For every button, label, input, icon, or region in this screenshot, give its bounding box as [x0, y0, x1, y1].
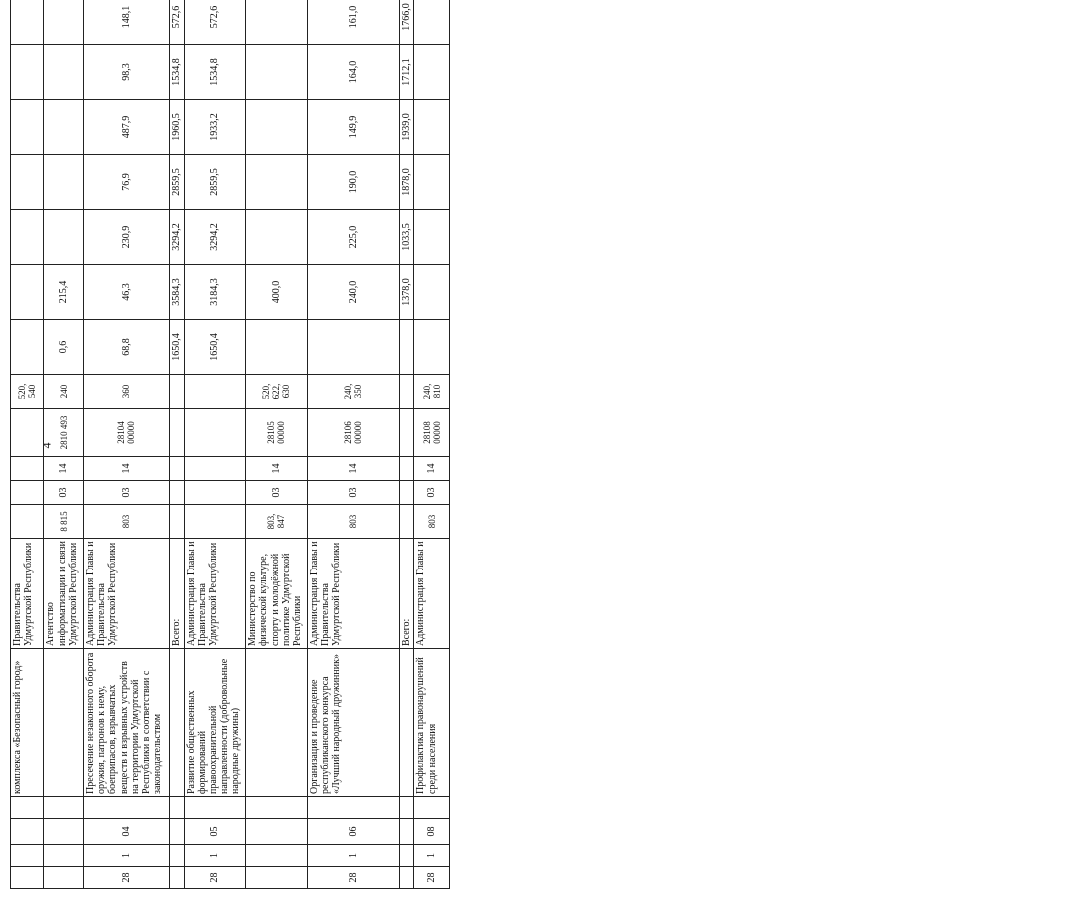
cell-cs	[169, 409, 184, 457]
cell-gp	[399, 867, 414, 889]
cell-rz: 03	[246, 481, 308, 505]
table-row	[84, 0, 170, 889]
cell-year-2: 215,4	[44, 265, 84, 320]
cell-year-1	[399, 320, 414, 375]
cell-pp: 1	[184, 845, 246, 867]
cell-om: 06	[307, 819, 399, 845]
cell-gp: 28	[414, 867, 450, 889]
table-row	[246, 0, 308, 889]
cell-name: Пресечение незаконного оборота оружия, патронов к нему, боеприпасов, взрывчатых веществ и взрывных устройств на территории Удмуртской Республики в соответствии с законодательством	[84, 649, 170, 797]
cell-year-5	[11, 100, 44, 155]
cell-pr: 14	[246, 457, 308, 481]
cell-name	[399, 649, 414, 797]
cell-vr: 360	[84, 375, 170, 409]
cell-m	[84, 797, 170, 819]
cell-pp: 1	[84, 845, 170, 867]
cell-gp	[246, 867, 308, 889]
cell-year-5	[246, 100, 308, 155]
cell-name: Профилактика правонарушений среди населения	[414, 649, 450, 797]
table-row	[44, 0, 84, 889]
cell-year-7	[11, 0, 44, 45]
cell-m	[307, 797, 399, 819]
cell-year-7	[414, 0, 450, 45]
cell-year-5: 149,9	[307, 100, 399, 155]
cell-vr: 520, 540	[11, 375, 44, 409]
cell-year-7: 572,6	[169, 0, 184, 45]
cell-year-7: 148,1	[84, 0, 170, 45]
cell-name: Организация и проведение республиканского конкурса «Лучший народный дружинник»	[307, 649, 399, 797]
cell-gp: 28	[307, 867, 399, 889]
cell-gp	[169, 867, 184, 889]
cell-om: 04	[84, 819, 170, 845]
cell-year-1	[11, 320, 44, 375]
cell-m	[184, 797, 246, 819]
cell-pr	[184, 457, 246, 481]
cell-vr: 240	[44, 375, 84, 409]
cell-year-2: 3584,3	[169, 265, 184, 320]
cell-year-4	[44, 155, 84, 210]
cell-rz: 03	[44, 481, 84, 505]
cell-name	[246, 649, 308, 797]
cell-year-3	[11, 210, 44, 265]
cell-year-1: 1650,4	[184, 320, 246, 375]
cell-grbs	[184, 505, 246, 539]
cell-year-6	[414, 45, 450, 100]
cell-grbs	[169, 505, 184, 539]
cell-pp: 1	[307, 845, 399, 867]
cell-exec: Всего:	[169, 539, 184, 649]
cell-grbs: 803	[84, 505, 170, 539]
table-row	[307, 0, 399, 889]
cell-pr: 14	[307, 457, 399, 481]
cell-cs	[184, 409, 246, 457]
cell-year-3: 3294,2	[184, 210, 246, 265]
cell-year-3: 3294,2	[169, 210, 184, 265]
cell-rz: 03	[414, 481, 450, 505]
cell-vr	[399, 375, 414, 409]
cell-year-5: 1933,2	[184, 100, 246, 155]
budget-table	[10, 3, 1072, 889]
cell-grbs	[11, 505, 44, 539]
cell-year-6	[44, 45, 84, 100]
cell-m	[169, 797, 184, 819]
cell-om	[169, 819, 184, 845]
cell-year-3	[246, 210, 308, 265]
cell-gp	[11, 867, 44, 889]
cell-m	[44, 797, 84, 819]
cell-year-2: 1378,0	[399, 265, 414, 320]
cell-year-4: 190,0	[307, 155, 399, 210]
cell-year-6: 164,0	[307, 45, 399, 100]
cell-pp	[169, 845, 184, 867]
cell-pr	[399, 457, 414, 481]
cell-exec: Всего:	[399, 539, 414, 649]
cell-rz	[399, 481, 414, 505]
budget-table-grid	[10, 0, 450, 889]
cell-year-5: 1939,0	[399, 100, 414, 155]
cell-pr: 14	[44, 457, 84, 481]
cell-cs: 28104 00000	[84, 409, 170, 457]
cell-year-1: 1650,4	[169, 320, 184, 375]
cell-rz	[184, 481, 246, 505]
cell-gp	[44, 867, 84, 889]
cell-year-7	[44, 0, 84, 45]
cell-rz: 03	[84, 481, 170, 505]
cell-exec: Агентство информатизации и связи Удмуртской Республики	[44, 539, 84, 649]
cell-grbs: 803	[414, 505, 450, 539]
cell-name: Развитие общественных формирований правоохранительной направленности (добровольные народные дружины)	[184, 649, 246, 797]
cell-cs	[399, 409, 414, 457]
cell-pr: 14	[414, 457, 450, 481]
table-row	[11, 0, 44, 889]
cell-year-6	[246, 45, 308, 100]
cell-year-4	[246, 155, 308, 210]
cell-year-5	[44, 100, 84, 155]
cell-year-4: 2859,5	[184, 155, 246, 210]
cell-cs: 28106 00000	[307, 409, 399, 457]
cell-year-1: 68,8	[84, 320, 170, 375]
cell-name: комплекса «Безопасный город»	[11, 649, 44, 797]
cell-cs: 28105 00000	[246, 409, 308, 457]
cell-year-4	[11, 155, 44, 210]
cell-year-2: 46,3	[84, 265, 170, 320]
cell-year-1	[414, 320, 450, 375]
cell-om: 08	[414, 819, 450, 845]
cell-year-6: 1534,8	[184, 45, 246, 100]
cell-year-4: 2859,5	[169, 155, 184, 210]
cell-year-2: 400,0	[246, 265, 308, 320]
cell-grbs	[399, 505, 414, 539]
cell-m	[414, 797, 450, 819]
cell-vr: 520, 622, 630	[246, 375, 308, 409]
cell-vr	[169, 375, 184, 409]
cell-vr: 240, 350	[307, 375, 399, 409]
cell-pp	[246, 845, 308, 867]
cell-year-4	[414, 155, 450, 210]
cell-rz	[11, 481, 44, 505]
cell-year-5: 487,9	[84, 100, 170, 155]
cell-name	[44, 649, 84, 797]
cell-om	[44, 819, 84, 845]
cell-year-1	[307, 320, 399, 375]
cell-pr	[11, 457, 44, 481]
cell-om	[246, 819, 308, 845]
page-number: 4	[39, 442, 54, 449]
cell-grbs: 8 815	[44, 505, 84, 539]
cell-gp: 28	[184, 867, 246, 889]
cell-year-4: 76,9	[84, 155, 170, 210]
cell-exec: Правительства Удмуртской Республики	[11, 539, 44, 649]
cell-year-2: 3184,3	[184, 265, 246, 320]
cell-year-2	[11, 265, 44, 320]
cell-year-7: 161,0	[307, 0, 399, 45]
table-row	[184, 0, 246, 889]
table-row	[399, 0, 414, 889]
cell-year-3	[414, 210, 450, 265]
cell-pp	[11, 845, 44, 867]
cell-exec: Администрация Главы и Правительства Удмуртской Республики	[84, 539, 170, 649]
cell-year-6: 98,3	[84, 45, 170, 100]
cell-om	[399, 819, 414, 845]
cell-m	[11, 797, 44, 819]
table-row	[169, 0, 184, 889]
cell-year-5	[414, 100, 450, 155]
cell-vr: 240, 810	[414, 375, 450, 409]
cell-cs: 2810 493	[44, 409, 84, 457]
cell-year-1	[246, 320, 308, 375]
cell-year-3: 225,0	[307, 210, 399, 265]
cell-year-2: 240,0	[307, 265, 399, 320]
cell-om: 05	[184, 819, 246, 845]
cell-year-3: 1033,5	[399, 210, 414, 265]
cell-year-6: 1534,8	[169, 45, 184, 100]
cell-exec: Администрация Главы и Правительства Удмуртской Республики	[184, 539, 246, 649]
cell-pr	[169, 457, 184, 481]
cell-year-6: 1712,1	[399, 45, 414, 100]
cell-year-5: 1960,5	[169, 100, 184, 155]
cell-pr: 14	[84, 457, 170, 481]
cell-m	[246, 797, 308, 819]
cell-gp: 28	[84, 867, 170, 889]
cell-year-7	[246, 0, 308, 45]
cell-year-7: 1766,0	[399, 0, 414, 45]
cell-grbs: 803, 847	[246, 505, 308, 539]
cell-year-6	[11, 45, 44, 100]
cell-exec: Администрация Главы и	[414, 539, 450, 649]
cell-year-2	[414, 265, 450, 320]
cell-cs	[11, 409, 44, 457]
cell-year-3: 230,9	[84, 210, 170, 265]
cell-rz	[169, 481, 184, 505]
cell-year-4: 1878,0	[399, 155, 414, 210]
cell-exec: Администрация Главы и Правительства Удмуртской Республики	[307, 539, 399, 649]
cell-om	[11, 819, 44, 845]
cell-m	[399, 797, 414, 819]
cell-pp: 1	[414, 845, 450, 867]
cell-pp	[44, 845, 84, 867]
cell-cs: 28108 00000	[414, 409, 450, 457]
cell-year-3	[44, 210, 84, 265]
cell-vr	[184, 375, 246, 409]
cell-exec: Министерство по физической культуре, спорту и молодёжной политике Удмуртской Республики	[246, 539, 308, 649]
table-row	[414, 0, 450, 889]
cell-name	[169, 649, 184, 797]
cell-pp	[399, 845, 414, 867]
cell-rz: 03	[307, 481, 399, 505]
cell-year-1: 0,6	[44, 320, 84, 375]
cell-grbs: 803	[307, 505, 399, 539]
cell-year-7: 572,6	[184, 0, 246, 45]
